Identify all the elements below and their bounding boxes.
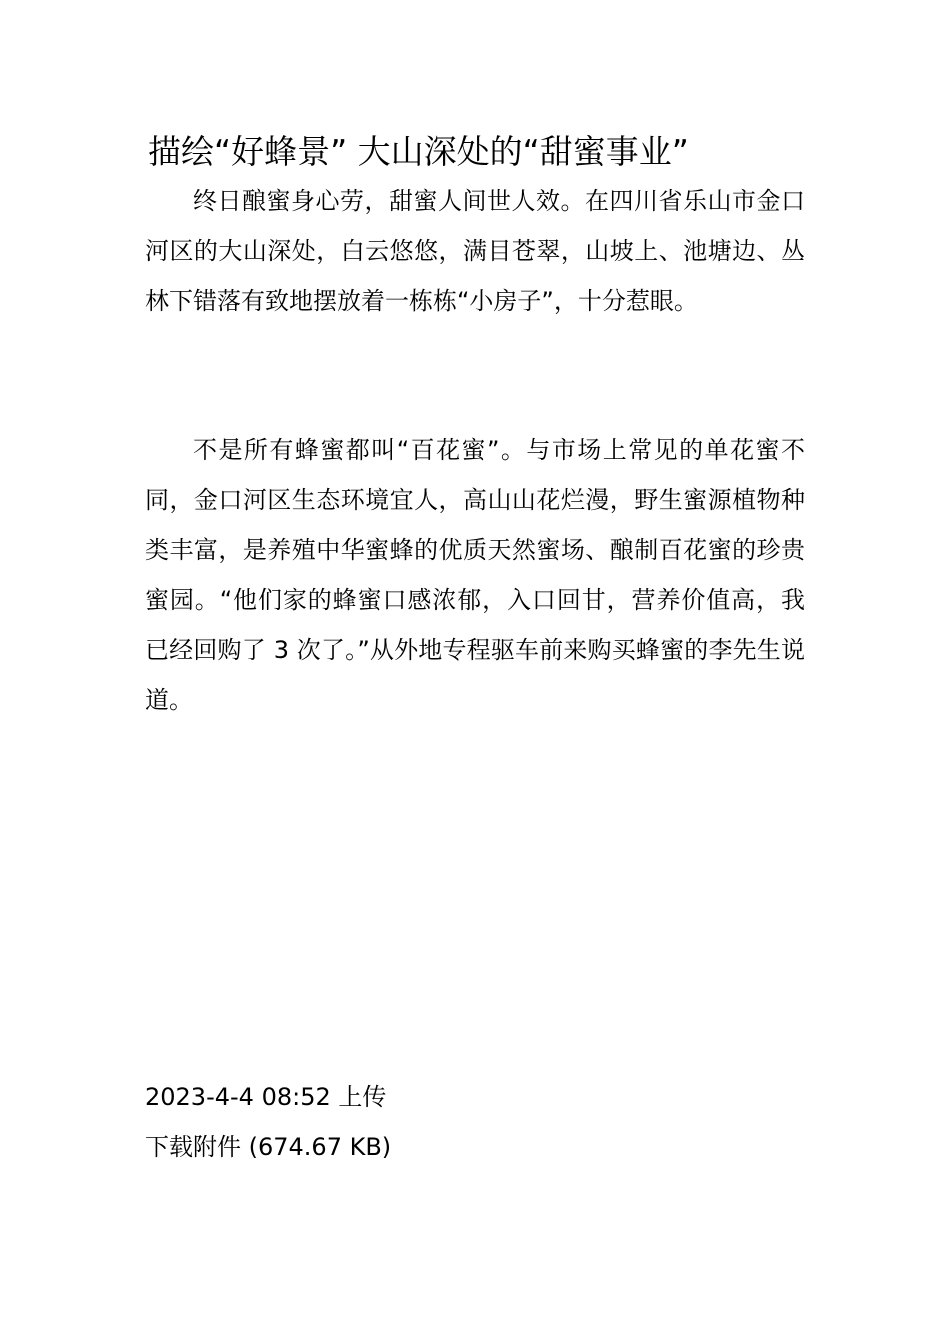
- article-paragraph-1: 终日酿蜜身心劳，甜蜜人间世人效。在四川省乐山市金口河区的大山深处，白云悠悠，满目苍翠，山坡上、池塘边、丛林下错落有致地摆放着一栋栋“小房子”，十分惹眼。: [145, 187, 805, 315]
- article-title: 描绘“好蜂景” 大山深处的“甜蜜事业”: [148, 132, 689, 171]
- download-attachment-link[interactable]: 下载附件 (674.67 KB): [145, 1133, 392, 1161]
- upload-timestamp: 2023-4-4 08:52 上传: [145, 1083, 387, 1111]
- article-paragraph-2: 不是所有蜂蜜都叫“百花蜜”。与市场上常见的单花蜜不同，金口河区生态环境宜人，高山山花烂漫，野生蜜源植物种类丰富，是养殖中华蜜蜂的优质天然蜜场、酿制百花蜜的珍贵蜜园。“他们家的蜂蜜口感浓郁，入口回甘，营养价值高，我已经回购了 3 次了。”从外地专程驱车前来购买蜂蜜的李先生说道。: [145, 436, 805, 714]
